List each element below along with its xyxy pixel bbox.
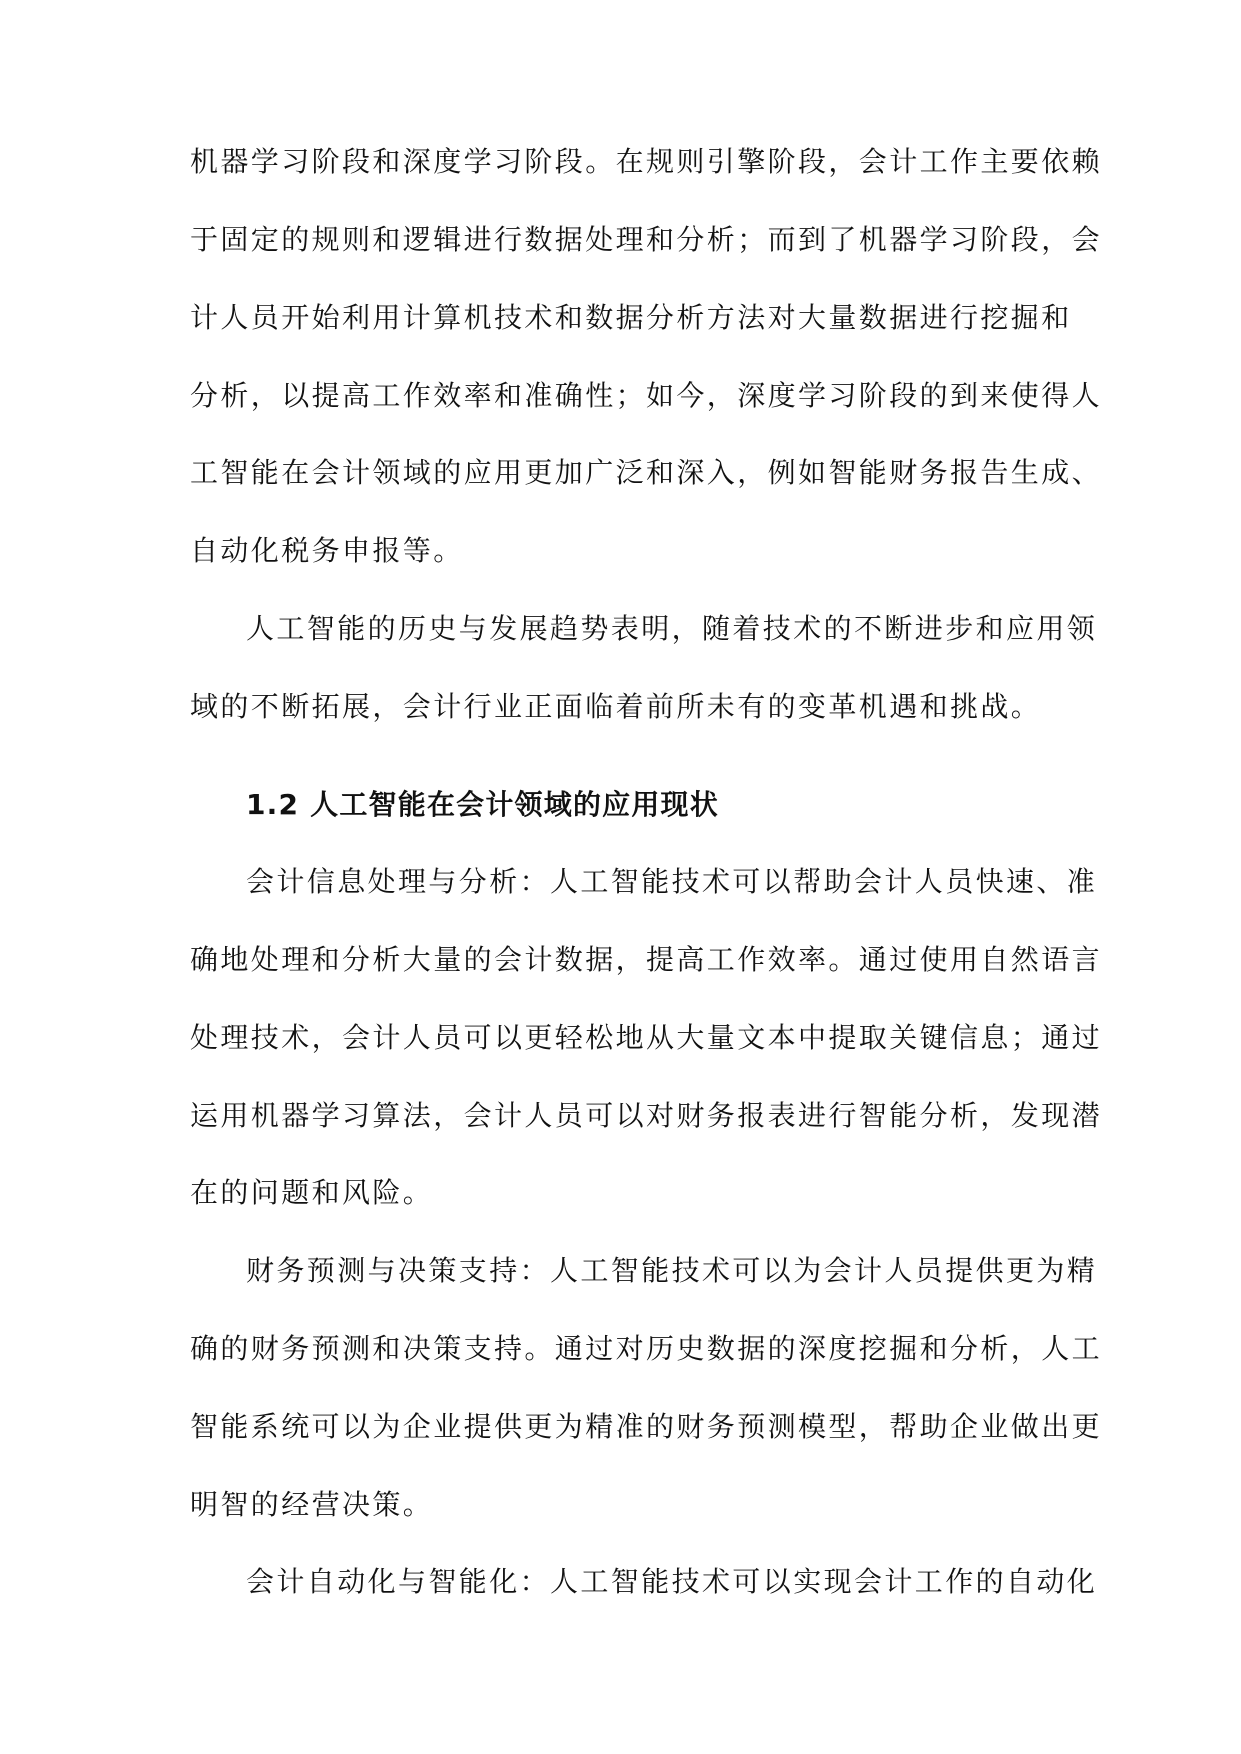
paragraph-line: 明智的经营决策。	[190, 1488, 434, 1521]
paragraph-line: 财务预测与决策支持：人工智能技术可以为会计人员提供更为精	[246, 1254, 1098, 1287]
paragraph-line: 分析，以提高工作效率和准确性；如今，深度学习阶段的到来使得人	[190, 379, 1103, 412]
paragraph-line: 处理技术，会计人员可以更轻松地从大量文本中提取关键信息；通过	[190, 1021, 1103, 1054]
paragraph-line: 域的不断拓展，会计行业正面临着前所未有的变革机遇和挑战。	[190, 690, 1042, 723]
paragraph-line: 机器学习阶段和深度学习阶段。在规则引擎阶段，会计工作主要依赖	[190, 145, 1103, 178]
paragraph-line: 工智能在会计领域的应用更加广泛和深入，例如智能财务报告生成、	[190, 456, 1103, 489]
section-heading: 1.2 人工智能在会计领域的应用现状	[246, 788, 719, 821]
paragraph-line: 自动化税务申报等。	[190, 534, 464, 567]
paragraph-line: 人工智能的历史与发展趋势表明，随着技术的不断进步和应用领	[246, 612, 1098, 645]
paragraph-line: 于固定的规则和逻辑进行数据处理和分析；而到了机器学习阶段，会	[190, 223, 1103, 256]
paragraph-line: 会计信息处理与分析：人工智能技术可以帮助会计人员快速、准	[246, 865, 1098, 898]
paragraph-line: 在的问题和风险。	[190, 1176, 434, 1209]
paragraph-line: 确地处理和分析大量的会计数据，提高工作效率。通过使用自然语言	[190, 943, 1103, 976]
paragraph-line: 计人员开始利用计算机技术和数据分析方法对大量数据进行挖掘和	[190, 301, 1072, 334]
paragraph-line: 确的财务预测和决策支持。通过对历史数据的深度挖掘和分析，人工	[190, 1332, 1103, 1365]
paragraph-line: 智能系统可以为企业提供更为精准的财务预测模型，帮助企业做出更	[190, 1410, 1103, 1443]
paragraph-line: 运用机器学习算法，会计人员可以对财务报表进行智能分析，发现潜	[190, 1099, 1103, 1132]
paragraph-line: 会计自动化与智能化：人工智能技术可以实现会计工作的自动化	[246, 1565, 1098, 1598]
